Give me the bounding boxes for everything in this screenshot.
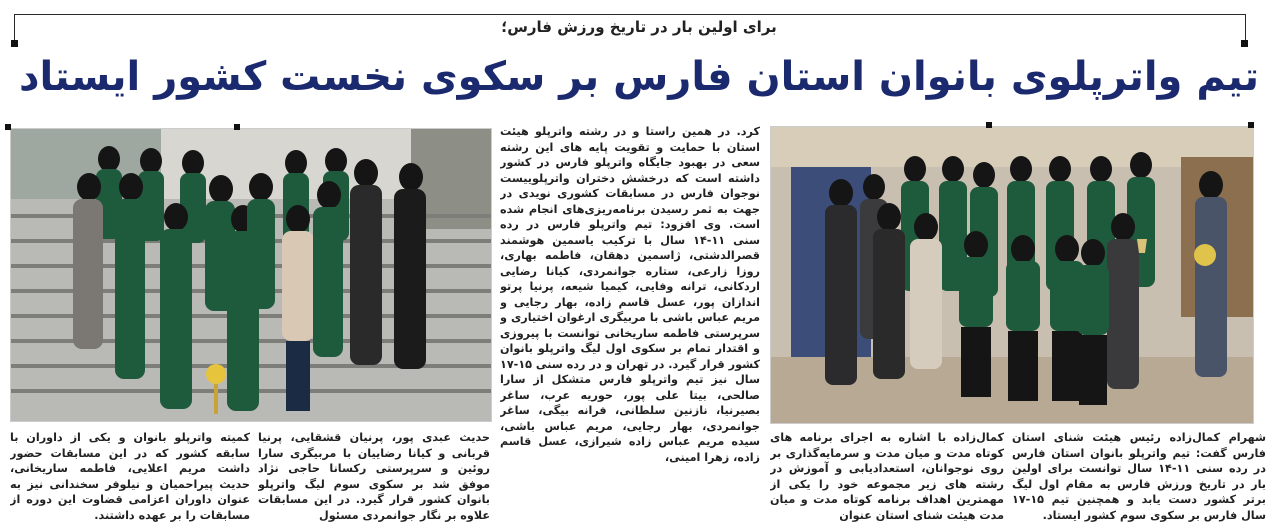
column-bottom-left-mid	[258, 430, 490, 529]
frame-corner-right	[1241, 40, 1248, 47]
paragraph-left-mid-bottom: حدیث عبدی پور، پرنیان قشقایی، پرنیا قربانی و کیانا رضاییان با مربیگری سارا روئین و سرپرستی رکسانا حاجی نژاد موفق شد بر سکوی سوم لیگ واترپلو بانوان کشور قرار گیرد. در این مسابقات علاوه بر نگار جوانمردی مسئول	[258, 431, 490, 522]
column-bottom-right	[1012, 430, 1266, 529]
column-bottom-right-mid	[770, 430, 1004, 529]
photo-handle-mid	[234, 124, 240, 130]
column-center-top	[500, 124, 760, 529]
photo-team-stairs	[10, 128, 492, 422]
frame-corner-left	[11, 40, 18, 47]
article-kicker: برای اولین بار در تاریخ ورزش فارس؛	[501, 18, 777, 36]
paragraph-right-bottom: شهرام کمال‌زاده رئیس هیئت شنای استان فارس گفت: تیم واترپلو بانوان استان فارس در رده سنی ۱۱-۱۴ سال توانست برای اولین بار در تاریخ ورزش فارس به مقام اول لیگ برتر کشور دست یابد و همچنین تیم ۱۵-۱۷ سال فارس بر سکوی سوم کشور ایستاد.	[1012, 431, 1266, 522]
paragraph-center: کرد. در همین راستا و در رشته واترپلو هیئت استان با حمایت و تقویت پایه های این رشته سعی در بهبود جایگاه واترپلو فارس در کشور داشته است که درخشش دختران واترپلوییست نوجوان فارس در مسابقات کشوری نویدی در جهت به ثمر رسیدن برنامه‌ریزی‌های انجام شده است. وی افزود: تیم واترپلو فارس در رده سنی ۱۱-۱۴ سال با ترکیب یاسمین هوشمند قصرالدشتی، ژاسمین دهقان، فاطمه بهاری، روزا زارعی، ستاره جوانمردی، کیانا رضایی اردکانی، ترانه وفایی، کیمیا شیعه، پرنیا پرتو اندازان پور، عسل قاسم زاده، بهار رجایی و مریم عباس باشی با مربیگری ارغوان اختیاری و سرپرستی فاطمه ساریخانی توانست با پیروزی و اقتدار تمام بر سکوی اول لیگ واترپلو بانوان کشور قرار گیرد. در تهران و در رده سنی ۱۵-۱۷ سال نیز تیم واترپلو فارس متشکل از سارا صالحی، بیتا علی پور، حوریه عرب، ساغر بصیرنیا، نازنین سلطانی، فرانه بیگی، ساغر جوانمردی، بهار رجایی، مریم عباس باشی، سیده مریم عباس زاده شیرازی، عسل قاسم زاده، زهرا امینی،	[500, 125, 760, 464]
team-stairs-image	[11, 129, 491, 421]
photo-handle-left	[5, 124, 11, 130]
team-medals-image	[771, 127, 1253, 423]
photo-team-medals	[770, 126, 1254, 424]
paragraph-right-mid-bottom: کمال‌زاده با اشاره به اجرای برنامه های کوتاه مدت و میان مدت و سرمایه‌گذاری بر روی نوجوانان، استعدادیابی و آموزش در رشته های زیر مجموعه خود را یکی از مهمترین اهداف برنامه کوتاه مدت و میان مدت هیئت شنای استان عنوان	[770, 431, 1004, 522]
paragraph-left-bottom: کمیته واترپلو بانوان و یکی از داوران با سابقه کشور که در این مسابقات حضور داشت مریم اعلایی، فاطمه ساریخانی، حدیث پیراحمیان و نیلوفر سخندانی نیز به عنوان داوران اعزامی قضاوت این دوره از مسابقات را بر عهده داشتند.	[10, 431, 250, 522]
column-bottom-left	[10, 430, 250, 529]
photo-handle-right	[986, 122, 992, 128]
article-headline: تیم واترپلوی بانوان استان فارس بر سکوی نخست کشور ایستاد	[18, 54, 1260, 100]
photo-handle-right-2	[1248, 122, 1254, 128]
